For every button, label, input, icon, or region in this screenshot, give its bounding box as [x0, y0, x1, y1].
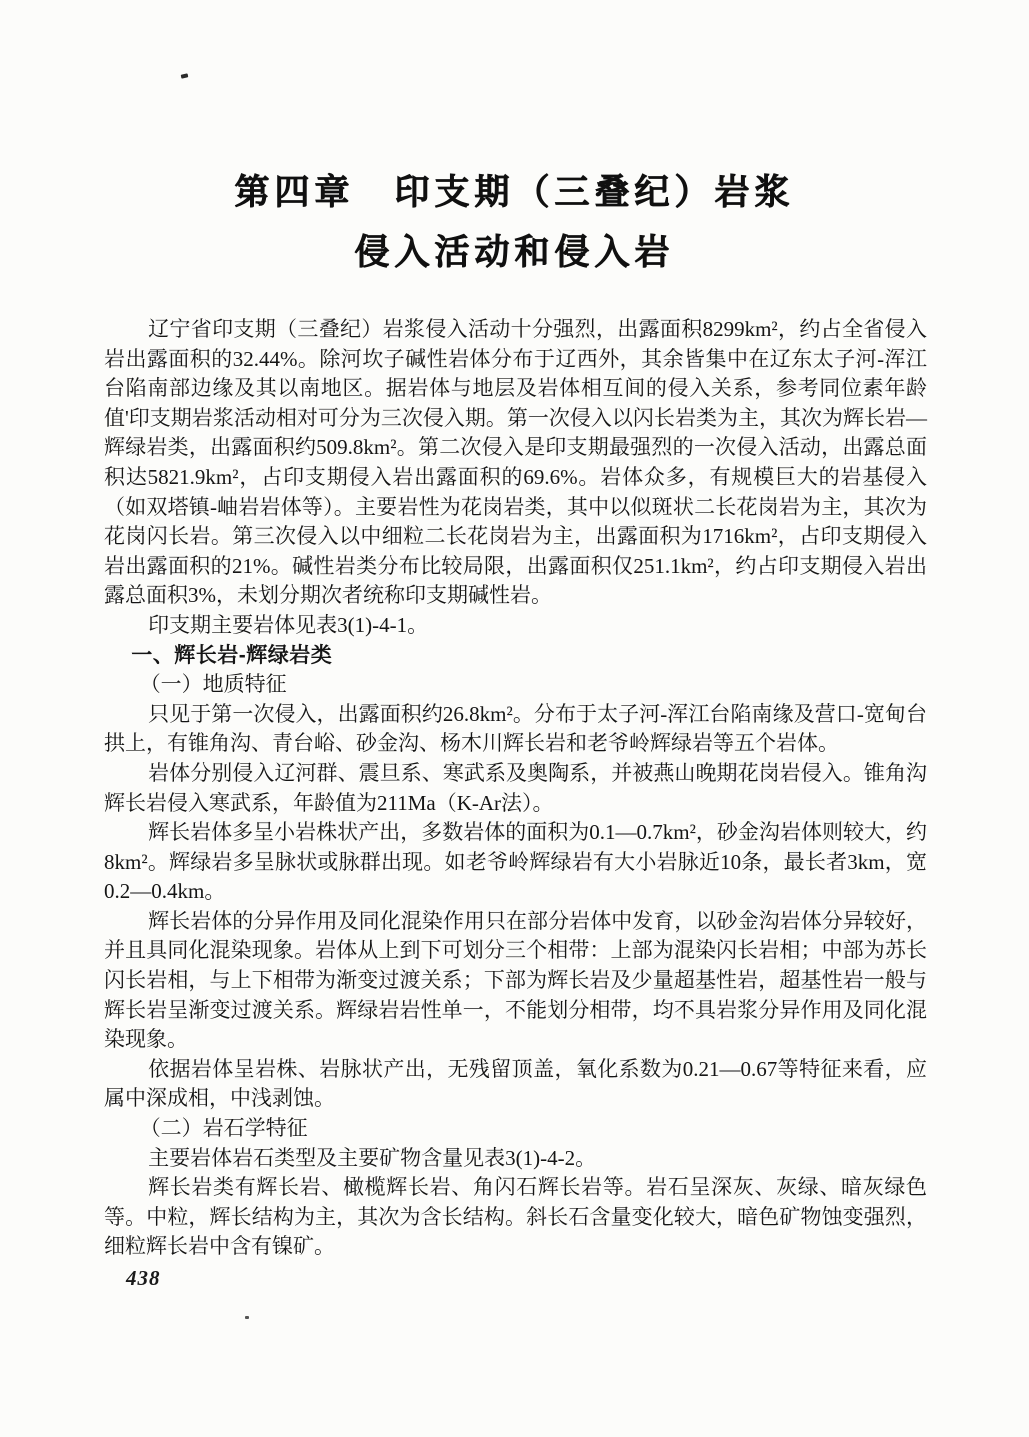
paragraph-table-reference-1: 印支期主要岩体见表3(1)-4-1。 [148, 612, 429, 637]
chapter-title [0, 163, 1029, 283]
paragraph-first-intrusion-distribution: 只见于第一次侵入，出露面积约26.8km²。分布于太子河-浑江台陷南缘及营口-宽甸台拱上，有锥角沟、青台峪、砂金沟、杨木川辉长岩和老爷岭辉绿岩等五个岩体。 [104, 701, 927, 756]
paragraph-gabbro-rock-types: 辉长岩类有辉长岩、橄榄辉长岩、角闪石辉长岩等。岩石呈深灰、灰绿、暗灰绿色等。中粒，辉长结构为主，其次为含长结构。斜长石含量变化较大，暗色矿物蚀变强烈，细粒辉长岩中含有镍矿。 [104, 1175, 927, 1259]
section-heading-gabbro-diabase: 一、辉长岩-辉绿岩类 [131, 643, 333, 667]
paragraph-intrusion-relations-age: 岩体分别侵入辽河群、震旦系、寒武系及奥陶系，并被燕山晚期花岗岩侵入。锥角沟辉长岩侵入寒武系，年龄值为211Ma（K-Ar法）。 [104, 760, 927, 815]
document-body [104, 315, 927, 1262]
scan-speck [245, 1316, 249, 1319]
subsection-heading-geological-features: （一）地质特征 [139, 672, 287, 697]
paragraph-denudation-depth: 依据岩体呈岩株、岩脉状产出，无残留顶盖，氧化系数为0.21—0.67等特征来看，应属中深成相，中浅剥蚀。 [104, 1056, 927, 1111]
subsection-heading-petrological-features: （二）岩石学特征 [139, 1116, 308, 1141]
chapter-title-line-1: 第四章 印支期（三叠纪）岩浆 [234, 173, 795, 212]
page-number: 438 [126, 1266, 161, 1290]
paragraph-differentiation-assimilation: 辉长岩体的分异作用及同化混染作用只在部分岩体中发育，以砂金沟岩体分异较好，并且具同化混染现象。岩体从上到下可划分三个相带：上部为混染闪长岩相；中部为苏长闪长岩相，与上下相带为渐变过渡关系；下部为辉长岩及少量超基性岩，超基性岩一般与辉长岩呈渐变过渡关系。辉绿岩岩性单一，不能划分相带，均不具岩浆分异作用及同化混染现象。 [104, 908, 927, 1052]
paragraph-intro-overview: 辽宁省印支期（三叠纪）岩浆侵入活动十分强烈，出露面积8299km²，约占全省侵入岩出露面积的32.44%。除河坎子碱性岩体分布于辽西外，其余皆集中在辽东太子河-浑江台陷南部边缘及其以南地区。据岩体与地层及岩体相互间的侵入关系，参考同位素年龄值'印支期岩浆活动相对可分为三次侵入期。第一次侵入以闪长岩类为主，其次为辉长岩—辉绿岩类，出露面积约509.8km²。第二次侵入是印支期最强烈的一次侵入活动，出露总面积达5821.9km²，占印支期侵入岩出露面积的69.6%。岩体众多，有规模巨大的岩基侵入（如双塔镇-岫岩岩体等）。主要岩性为花岗岩类，其中以似斑状二长花岗岩为主，其次为花岗闪长岩。第三次侵入以中细粒二长花岗岩为主，出露面积为1716km²，占印支期侵入岩出露面积的21%。碱性岩类分布比较局限，出露面积仅251.1km²，约占印支期侵入岩出露总面积3%，未划分期次者统称印支期碱性岩。 [104, 317, 927, 608]
paragraph-rock-body-morphology: 辉长岩体多呈小岩株状产出，多数岩体的面积为0.1—0.7km²，砂金沟岩体则较大，约8km²。辉绿岩多呈脉状或脉群出现。如老爷岭辉绿岩有大小岩脉近10条，最长者3km，宽0.2—0.4km。 [104, 820, 927, 904]
chapter-title-line-2: 侵入活动和侵入岩 [354, 233, 675, 272]
paragraph-table-reference-2: 主要岩体岩石类型及主要矿物含量见表3(1)-4-2。 [148, 1145, 597, 1170]
scan-speck [181, 73, 189, 78]
